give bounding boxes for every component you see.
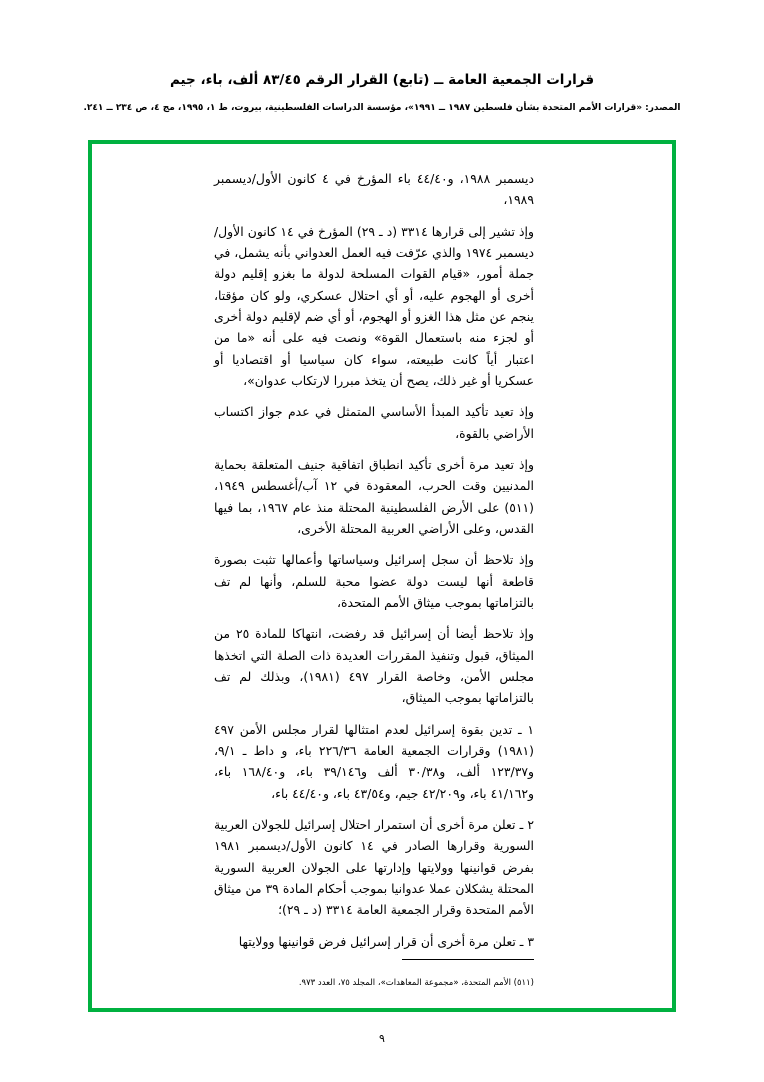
body-text [214,168,534,961]
paragraph: وإذ تلاحظ أن سجل إسرائيل وسياساتها وأعمالها تثبت بصورة قاطعة أنها ليست دولة عضوا محبة للسلم، وأنها لم تف بالتزاماتها بموجب ميثاق الأمم المتحدة، [214,552,534,610]
content-frame [88,140,676,1012]
footnote-separator [402,959,534,960]
paragraph: وإذ تلاحظ أيضا أن إسرائيل قد رفضت، انتهاكا للمادة ٢٥ من الميثاق، قبول وتنفيذ المقررات العديدة ذات الصلة التي اتخذها مجلس الأمن، وخاصة القرار ٤٩٧ (١٩٨١)، وبذلك لم تف بالتزاماتها بموجب الميثاق، [214,626,534,706]
page-number: ٩ [379,1032,385,1045]
page-title: قرارات الجمعية العامة ــ (تابع) القرار الرقم ٨٣/٤٥ ألف، باء، جيم [169,72,595,88]
source-citation: المصدر: «قرارات الأمم المتحدة بشأن فلسطين ١٩٨٧ ــ ١٩٩١»، مؤسسة الدراسات الفلسطينية، بيروت، ط ١، ١٩٩٥، مج ٤، ص ٢٣٤ ــ ٢٤١. [83,103,681,113]
paragraph: وإذ تشير إلى قرارها ٣٣١٤ (د ـ ٢٩) المؤرخ في ١٤ كانون الأول/ديسمبر ١٩٧٤ والذي عرّفت فيه العمل العدواني بأنه يشمل، في جملة أمور، «قيام القوات المسلحة لدولة ما بغزو إقليم دولة أخرى أو الهجوم عليه، أو أي احتلال عسكري، ولو كان مؤقتا، ينجم عن مثل هذا الغزو أو الهجوم، أو أي ضم لإقليم دولة أخرى أو لجزء منه باستعمال القوة» ونصت فيه على أنه «ما من اعتبار أياً كانت طبيعته، سواء كان سياسيا أو اقتصاديا أو عسكريا أو غير ذلك، يصح أن يتخذ مبررا لارتكاب عدوان»، [214,223,534,388]
footnote-text: (٥١١) الأمم المتحدة، «مجموعة المعاهدات»، المجلد ٧٥، العدد ٩٧٣. [298,978,534,989]
paragraph: ٢ ـ تعلن مرة أخرى أن استمرار احتلال إسرائيل للجولان العربية السورية وقرارها الصادر في ١٤ كانون الأول/ديسمبر ١٩٨١ بفرض قوانينها وولايتها وإدارتها على الجولان العربية السورية المحتلة يشكلان عملا عدوانيا بموجب أحكام المادة ٣٩ من ميثاق الأمم المتحدة وقرار الجمعية العامة ٣٣١٤ (د ـ ٢٩)؛ [214,816,535,918]
paragraph: ١ ـ تدين بقوة إسرائيل لعدم امتثالها لقرار مجلس الأمن ٤٩٧ (١٩٨١) وقرارات الجمعية العامة ٢٢٦/٣٦ باء، و داط ـ ٩/١، و١٢٣/٣٧ ألف، و٣٠/٣٨ ألف و٣٩/١٤٦ باء، و١٦٨/٤٠ باء، و٤١/١٦٢ باء، و٤٢/٢٠٩ جيم، و٤٣/٥٤ باء، و٤٤/٤٠ باء، [214,721,535,801]
paragraph: وإذ تعيد مرة أخرى تأكيد انطباق اتفاقية جنيف المتعلقة بحماية المدنيين وقت الحرب، المعقودة في ١٢ آب/أغسطس ١٩٤٩،(٥١١) على الأرض الفلسطينية المحتلة منذ عام ١٩٦٧، بما فيها القدس، وعلى الأراضي العربية المحتلة الأخرى، [214,456,534,536]
paragraph: ٣ ـ تعلن مرة أخرى أن قرار إسرائيل فرض قوانينها وولايتها [238,933,534,949]
paragraph: وإذ تعيد تأكيد المبدأ الأساسي المتمثل في عدم جواز اكتساب الأراضي بالقوة، [214,404,534,441]
paragraph: ديسمبر ١٩٨٨، و٤٤/٤٠ باء المؤرخ في ٤ كانون الأول/ديسمبر ١٩٨٩، [214,171,534,208]
